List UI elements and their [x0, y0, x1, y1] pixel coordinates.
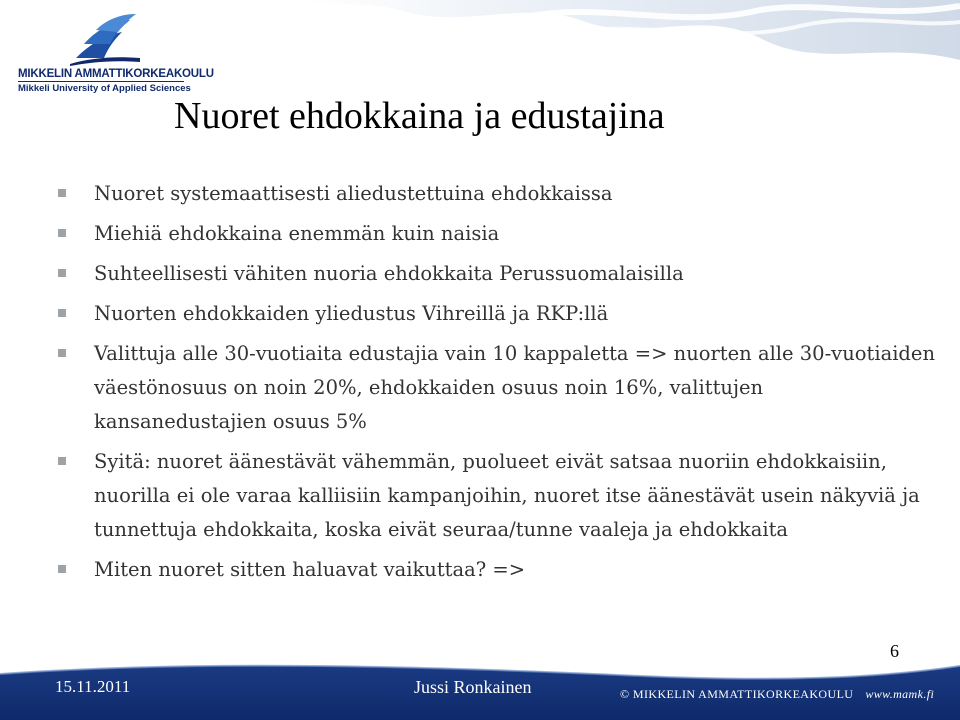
logo-subtitle: Mikkeli University of Applied Sciences: [18, 83, 191, 94]
bullet-list: [58, 177, 938, 593]
bullet-item: [58, 337, 938, 439]
footer-author: Jussi Ronkainen: [414, 677, 532, 697]
page-number: 6: [890, 641, 899, 661]
bullet-text: Nuoret systemaattisesti aliedustettuina ehdokkaissa: [94, 182, 613, 205]
square-bullet-icon: [58, 565, 66, 573]
logo-name: MIKKELIN AMMATTIKORKEAKOULU: [18, 68, 214, 80]
footer-website-link[interactable]: www.mamk.fi: [865, 687, 935, 701]
footer-copyright-text: © MIKKELIN AMMATTIKORKEAKOULU: [620, 687, 854, 701]
bullet-item: [58, 257, 938, 291]
bullet-item: [58, 297, 938, 331]
bullet-item: [58, 445, 938, 547]
bullet-text: Syitä: nuoret äänestävät vähemmän, puolueet eivät satsaa nuoriin ehdokkaisiin, nuorilla ei ole varaa kalliisiin kampanjoihin, nuoret itse äänestävät usein näkyviä ja tunnettuja ehdokkaita, koska eivät seuraa/tunne vaaleja ja ehdokkaita: [94, 450, 920, 541]
logo-divider: [18, 81, 184, 82]
footer-copyright: [620, 687, 934, 702]
footer-date: 15.11.2011: [55, 677, 131, 696]
square-bullet-icon: [58, 229, 66, 237]
bullet-item: [58, 553, 938, 587]
square-bullet-icon: [58, 349, 66, 357]
slide-title: Nuoret ehdokkaina ja edustajina: [174, 95, 665, 137]
square-bullet-icon: [58, 457, 66, 465]
bullet-item: [58, 217, 938, 251]
bullet-item: [58, 177, 938, 211]
bullet-text: Valittuja alle 30-vuotiaita edustajia vain 10 kappaletta => nuorten alle 30-vuotiaiden väestönosuus on noin 20%, ehdokkaiden osuus noin 16%, valittujen kansanedustajien osuus 5%: [94, 342, 936, 433]
bullet-text: Nuorten ehdokkaiden yliedustus Vihreillä ja RKP:llä: [94, 302, 609, 325]
square-bullet-icon: [58, 269, 66, 277]
square-bullet-icon: [58, 309, 66, 317]
logo-wave-icon: [70, 14, 142, 66]
bullet-text: Miehiä ehdokkaina enemmän kuin naisia: [94, 222, 500, 245]
institution-logo: [18, 14, 214, 94]
square-bullet-icon: [58, 189, 66, 197]
bullet-text: Suhteellisesti vähiten nuoria ehdokkaita Perussuomalaisilla: [94, 262, 684, 285]
bullet-text: Miten nuoret sitten haluavat vaikuttaa? =>: [94, 558, 526, 581]
